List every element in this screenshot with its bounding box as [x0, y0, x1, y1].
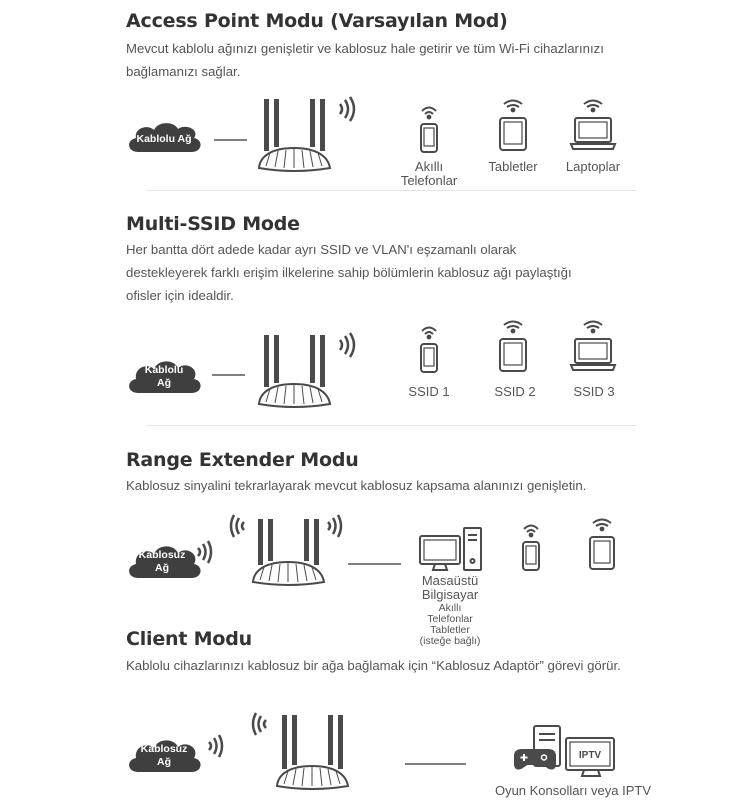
section-desc-multi-ssid: Her bantta dört adede kadar ayrı SSID ve VLAN'ı eşzamanlı olarak destekleyerek farklı erişim ilkelerine sahip bölümlerin kablosuz ağı paylaştığı ofisler için idealdir.: [126, 242, 572, 303]
section-divider: [146, 190, 636, 191]
connection-line: [405, 763, 467, 765]
wifi-signal-left-icon: [228, 514, 246, 538]
section-divider: [146, 425, 636, 426]
game-console-tv-icon: [512, 724, 622, 780]
section-title-client: Client Modu: [126, 628, 252, 650]
cloud-label-line2: Ağ: [155, 562, 169, 574]
cloud-label-line2: Ağ: [157, 377, 171, 389]
desktop-label: Masaüstü Bilgisayar: [421, 573, 479, 602]
mobile-label-3: Tabletler: [430, 624, 470, 636]
cloud-label-line1: Kablolu: [144, 364, 184, 376]
device-label-laptops: Laptoplar: [565, 159, 621, 174]
mobile-label-2: Telefonlar: [427, 613, 473, 625]
cloud-label-line2: Ağ: [157, 756, 171, 768]
wired-network-cloud: [124, 355, 204, 395]
wifi-signal-right-icon: [326, 514, 344, 538]
wifi-signal-icon: [196, 540, 214, 564]
wifi-signal-icon: [338, 332, 358, 358]
section-title-multi-ssid: Multi-SSID Mode: [126, 213, 300, 235]
device-label-console-iptv: Oyun Konsolları veya IPTV: [494, 783, 652, 798]
section-title-range-extender: Range Extender Modu: [126, 449, 359, 471]
router-icon: [250, 516, 330, 590]
ssid-label-2: SSID 2: [494, 384, 536, 399]
connection-line: [214, 139, 248, 141]
cloud-label: Kablolu Ağ: [136, 133, 192, 145]
mobile-label-4: (isteğe bağlı): [419, 635, 481, 647]
smartphone-icon: [520, 522, 542, 572]
ssid-label-3: SSID 3: [573, 384, 615, 399]
section-desc-range-extender: Kablosuz sinyalini tekrarlayarak mevcut kablosuz kapsama alanınızı genişletin.: [126, 478, 587, 493]
section-desc-client: Kablolu cihazlarınızı kablosuz bir ağa bağlamak için “Kablosuz Adaptör” görevi görür.: [126, 658, 621, 673]
wifi-signal-left-icon: [250, 712, 268, 736]
router-icon: [256, 96, 336, 178]
device-label-phones: Akıllı Telefonlar: [400, 159, 458, 188]
tablet-icon: [498, 97, 528, 153]
wireless-network-cloud: [124, 734, 204, 774]
tablet-icon: [587, 516, 617, 572]
device-label-tablets: Tabletler: [488, 159, 538, 174]
section-desc-access-point: Mevcut kablolu ağınızı genişletir ve kablosuz hale getirir ve tüm Wi-Fi cihazlarınızı bağlamanızı sağlar.: [126, 41, 604, 79]
smartphone-icon: [418, 324, 440, 374]
router-icon: [274, 712, 354, 794]
laptop-icon: [570, 318, 616, 374]
connection-line: [348, 563, 402, 565]
mobile-label-1: Akıllı: [438, 602, 462, 614]
connection-line: [212, 374, 246, 376]
ssid-label-1: SSID 1: [408, 384, 450, 399]
router-icon: [256, 332, 336, 414]
wireless-network-cloud: [124, 540, 204, 580]
laptop-icon: [570, 97, 616, 153]
smartphone-icon: [418, 104, 440, 154]
desktop-computer-icon: [418, 526, 484, 572]
tablet-icon: [498, 318, 528, 374]
cloud-label-line1: Kablosuz: [140, 743, 188, 755]
tv-label: IPTV: [578, 750, 602, 761]
wired-network-cloud: [124, 118, 204, 158]
section-title-access-point: Access Point Modu (Varsayılan Mod): [126, 10, 508, 32]
cloud-label-line1: Kablosuz: [138, 549, 186, 561]
wifi-signal-icon: [338, 96, 358, 122]
wifi-signal-icon: [207, 734, 225, 758]
